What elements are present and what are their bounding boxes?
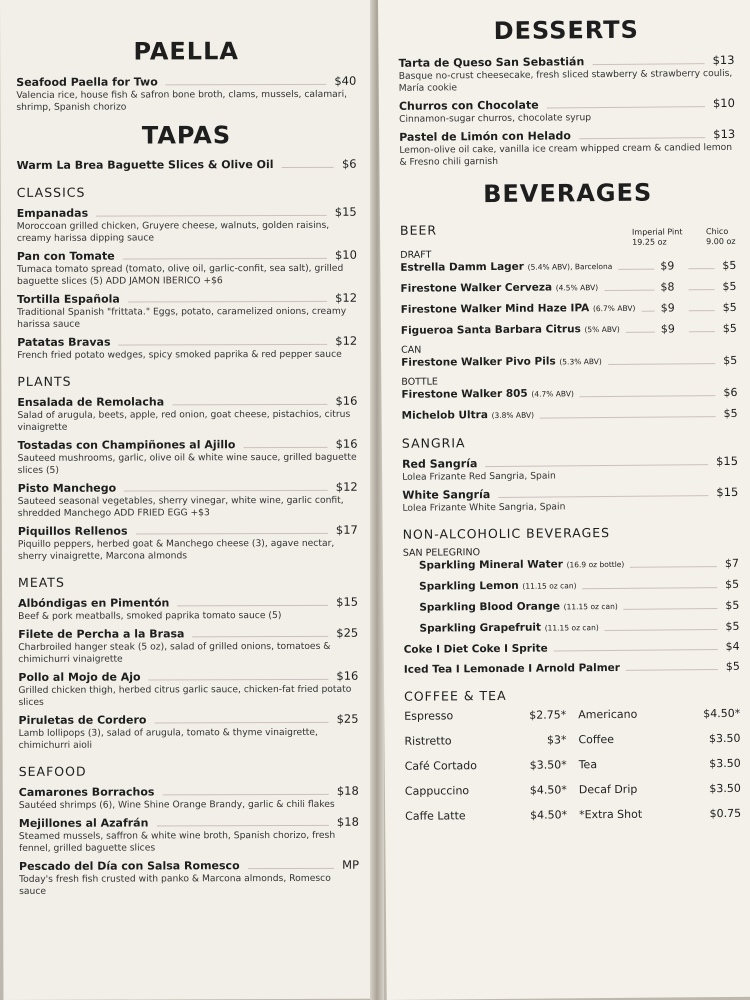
item-name: Pan con Tomate [16,249,115,263]
item-name: Churros con Chocolate [398,98,539,113]
item-description: French fried potato wedges, spicy smoked paprika & red pepper sauce [17,348,342,361]
menu-item [402,485,738,515]
meats-heading: MEATS [18,574,65,590]
coffee-price: $4.50* [529,783,567,797]
item-description: Salad of arugula, beets, apple, red onion, goat cheese, pistachios, citrus vinaigrette [17,408,351,433]
item-price: $10 [712,95,735,111]
coffee-name: Ristretto [404,734,452,748]
menu-item-row [19,858,359,874]
beer-abv: (4.7% ABV) [531,389,574,399]
leader-line [547,106,705,108]
menu-item-row [17,205,357,221]
item-description: Traditional Spanish "frittata." Eggs, potato, caramelized onions, creamy harissa sauce [17,305,347,330]
pint-price: $9 [660,301,675,315]
leader-line [485,464,708,467]
leader-line [689,289,715,290]
chico-price: $5 [723,353,738,368]
beverage-name-text: Sparkling Lemon [419,579,519,593]
beverage-name-text: Sparkling Mineral Water [418,558,563,572]
beer-abv: (3.8% ABV) [491,410,535,421]
beer-row [401,300,737,318]
chico-price: $5 [723,406,738,420]
menu-item-row [18,595,358,611]
menu-item [18,523,358,563]
coffee-item [578,707,740,721]
menu-item [16,74,356,114]
coffee-item [404,708,566,722]
desserts-heading: DESSERTS [493,15,640,45]
chico-price: $6 [723,385,738,400]
menu-item [399,96,735,126]
coffee-item [578,732,740,746]
menu-item-row [19,815,359,831]
leader-line [626,669,718,671]
item-name: Filete de Percha a la Brasa [18,627,185,641]
item-price: $6 [341,156,357,171]
beverage-name [419,578,576,594]
menu-item [18,437,358,477]
meats-list [18,595,359,752]
menu-item-row [18,712,358,728]
item-name: Tostadas con Champiñones al Ajillo [17,438,236,452]
beverage-row [419,556,739,574]
beverage-price: $5 [725,577,740,591]
classics-list [17,205,358,362]
sangria-heading: SANGRIA [401,435,466,451]
item-name: Pescado del Día con Salsa Romesco [19,859,240,873]
item-price: $16 [335,436,358,451]
item-description: Sauteed mushrooms, garlic, olive oil & white wine sauce, grilled baguette slices (5) [17,451,357,476]
menu-item [18,595,358,623]
beverage-size: (11.15 oz can) [544,623,599,633]
menu-item-row [18,626,358,642]
soft-drinks-list [404,640,740,677]
sangria-list [402,454,738,515]
leader-line [282,167,334,168]
item-price: $18 [336,783,359,798]
leader-line [580,395,716,397]
beer-row [402,406,738,424]
plants-heading: PLANTS [17,373,72,389]
beverage-size: (11.15 oz can) [522,581,577,591]
beverage-row [419,598,739,616]
beer-name [400,259,612,276]
bottle-beer-list [401,385,737,424]
item-description: Today's fresh fish crusted with panko & Marcona almonds, Romesco sauce [19,872,331,897]
item-name: Patatas Bravas [17,335,111,349]
leader-line [136,533,328,535]
leader-line [123,258,327,260]
coffee-price: $4.50* [703,706,741,721]
beverage-name [404,642,548,657]
leader-line [177,605,328,607]
beer-name-text: Firestone Walker Mind Haze IPA [400,302,590,316]
item-price: $12 [335,290,358,305]
menu-item-row [18,437,358,453]
beer-name-text: Firestone Walker Pivo Pils [401,355,556,369]
leader-line [540,416,716,419]
beer-name-text: Michelob Ultra [401,409,488,422]
beverage-name [419,620,598,637]
item-description: Sauteed seasonal vegetables, sherry vinegar, white wine, garlic confit, shredded Manchego ADD FRIED EGG +$3 [17,494,344,519]
item-name: Warm La Brea Baguette Slices & Olive Oil [16,158,274,172]
beverages-heading: BEVERAGES [483,178,653,209]
beverage-row [419,619,739,637]
item-description: Lemon-olive oil cake, vanilla ice cream whipped cream & candied lemon & Fresno chili garnish [399,141,733,168]
leader-line [689,310,715,311]
menu-item-row [18,669,358,685]
menu-item-row [19,784,359,800]
beer-name [401,322,620,339]
coffee-name: *Extra Shot [579,807,643,822]
item-price: $12 [335,333,358,348]
leader-line [154,722,328,724]
leader-line [641,311,654,312]
item-description: Valencia rice, house fish & safron bone broth, clams, mussels, calamari, shrimp, Spanish chorizo [16,88,348,113]
draft-label: DRAFT [400,249,432,261]
beer-name [400,280,598,297]
coffee-item [404,733,566,747]
chico-column-label: Chico 9.00 oz [705,226,736,247]
beverage-price: $5 [725,598,740,612]
chico-price: $5 [722,300,737,315]
pint-price: $9 [660,322,675,336]
menu-item [17,334,357,362]
beverage-price: $4 [725,639,740,653]
item-description: Moroccoan grilled chicken, Gruyere cheese, walnuts, golden raisins, creamy harissa dipping sauce [16,219,330,244]
leader-line [592,63,704,65]
coffee-tea-grid [404,707,741,823]
beer-abv: (4.5% ABV) [555,283,599,293]
chico-price: $5 [722,258,737,273]
item-description: Charbroiled hanger steak (5 oz), salad of grilled onions, tomatoes & chimichurri vinaigrette [18,640,331,665]
coffee-name: Cappuccino [404,784,470,798]
item-description: Sautéed shrimps (6), Wine Shine Orange Brandy, garlic & chili flakes [18,798,335,811]
leader-line [608,363,715,365]
leader-line [96,215,327,217]
beer-row [401,321,737,339]
desserts-list [398,53,735,169]
seafood-heading: SEAFOOD [18,763,87,779]
coffee-item [579,757,741,771]
beer-name-text: Estrella Damm Lager [400,260,525,274]
leader-line [626,332,655,333]
beverage-price: $5 [725,619,740,633]
item-name: Empanadas [16,206,89,220]
item-name: Mejillones al Azafrán [18,816,149,830]
leader-line [624,608,718,610]
coffee-price: $3.50 [708,731,741,746]
beverage-price: $5 [725,659,740,673]
item-price: $13 [712,52,735,68]
menu-item [19,815,359,855]
menu-item [17,291,357,331]
leader-line [498,495,708,498]
item-name: White Sangría [402,488,491,502]
beverage-row [404,640,740,657]
beer-name [402,408,535,424]
can-label: CAN [401,344,422,356]
leader-line [172,404,327,406]
leader-line [604,290,654,291]
beer-row [400,258,736,276]
leader-line [128,301,327,303]
beer-name [401,301,636,318]
classics-heading: CLASSICS [16,184,86,200]
beer-size-columns [400,227,736,250]
item-name: Ensalada de Remolacha [17,395,165,409]
can-beer-list [401,353,737,371]
leader-line [156,825,329,827]
item-description: Lamb lollipops (3), salad of arugula, tomato & thyme vinaigrette, chimichurri aioli [18,726,318,751]
beverage-name-text: Sparkling Blood Orange [419,600,561,614]
item-price: $15 [336,594,359,609]
coffee-name: Decaf Drip [578,782,638,797]
leader-line [689,331,715,332]
leader-line [583,587,718,589]
beverage-price: $7 [724,556,739,570]
coffee-item [579,782,741,796]
menu-item-row [17,291,357,307]
coffee-name: Espresso [404,709,454,723]
beverage-row [419,577,739,595]
beer-heading: BEER [399,222,438,238]
item-price: $15 [716,484,739,500]
item-description: Beef & pork meatballs, smoked paprika tomato sauce (5) [18,610,282,622]
item-description: Steamed mussels, saffron & white wine broth, Spanish chorizo, fresh fennel, grilled baguette slices [18,829,336,854]
beer-abv: (5.3% ABV) [559,357,602,367]
leader-line [688,268,714,269]
chico-price: $5 [722,321,737,336]
leader-line [554,649,718,651]
menu-item-row [17,248,357,264]
seafood-list [19,784,359,898]
item-description: Lolea Frizante Red Sangria, Spain [402,470,556,483]
menu-right-page [378,0,750,1000]
beer-abv: (5.4% ABV), Barcelona [527,261,613,272]
bottle-label: BOTTLE [401,376,438,388]
item-description: Piquillo peppers, herbed goat & Manchego cheese (3), agave nectar, sherry vinaigrette, Marcona almonds [17,537,335,562]
leader-line [248,868,335,869]
item-price: $17 [335,522,358,537]
beer-row [401,353,737,371]
beverage-name-text: Iced Tea I Lemonade I Arnold Palmer [403,661,620,676]
leader-line [605,629,718,631]
paella-heading: PAELLA [133,37,239,66]
coffee-item [405,808,567,822]
leader-line [162,794,328,796]
item-price: $13 [713,126,736,142]
item-price: $25 [336,625,359,640]
item-name: Camarones Borrachos [18,785,155,799]
item-description: Cinnamon-sugar churros, chocolate syrup [398,112,592,125]
menu-item [19,858,359,898]
beverage-name-text: Coke I Diet Coke I Sprite [403,642,548,656]
beer-name [401,386,574,403]
coffee-price: $0.75 [709,806,742,821]
beer-name-text: Firestone Walker 805 [401,387,528,401]
leader-line [192,636,328,637]
item-name: Tortilla Española [17,292,120,306]
item-name: Pastel de Limón con Helado [399,129,571,144]
leader-line [124,490,328,492]
pellegrino-list [403,556,740,637]
item-price: $16 [335,393,358,408]
plants-list [17,394,358,563]
menu-item-row [18,523,358,539]
menu-item [17,157,357,173]
menu-item [19,784,359,812]
item-description: Tumaca tomato spread (tomato, olive oil, garlic-confit, sea salt), grilled baguette slices (5) ADD JAMON IBERICO +$6 [16,262,344,287]
item-name: Piruletas de Cordero [18,713,147,727]
beverage-name [404,661,620,677]
coffee-name: Tea [578,758,598,772]
menu-item-row [16,74,356,90]
tapas-heading: TAPAS [141,121,232,150]
coffee-tea-heading: COFFEE & TEA [404,687,507,704]
item-price: $18 [336,814,359,829]
item-name: Red Sangría [401,457,478,471]
leader-line [119,344,328,346]
item-price: $10 [334,247,357,262]
coffee-name: Americano [578,707,638,722]
menu-item-row [17,334,357,350]
chico-price: $5 [722,279,737,294]
tapas-list [17,157,357,173]
menu-item-row [17,157,357,173]
coffee-name: Caffe Latte [405,809,466,823]
pint-price: $8 [660,280,675,294]
leader-line [166,84,327,86]
beer-abv: (6.7% ABV) [592,303,636,314]
item-name: Piquillos Rellenos [17,524,128,538]
menu-item [17,248,357,288]
menu-item [18,712,358,752]
menu-item [398,53,734,95]
coffee-price: $3* [546,733,567,747]
pint-column-label: Imperial Pint 19.25 oz [631,227,683,247]
beverage-size: (11.15 oz can) [563,601,618,612]
item-description: Lolea Frizante White Sangria, Spain [402,501,566,514]
beverage-name [419,599,618,616]
beer-abv: (5% ABV) [584,324,620,335]
draft-beer-list [400,258,737,339]
menu-item [18,626,358,666]
menu-item [18,480,358,520]
menu-item [399,127,735,169]
beverage-row [404,660,740,677]
coffee-name: Coffee [578,732,615,747]
pint-price: $9 [660,259,675,273]
paella-list [16,74,356,114]
item-name: Seafood Paella for Two [16,75,158,89]
coffee-price: $2.75* [529,708,567,722]
leader-line [243,447,327,448]
menu-item [17,205,357,245]
beer-row [400,279,736,297]
coffee-price: $3.50 [709,756,741,771]
beverage-size: (16.9 oz bottle) [566,559,625,570]
item-description: Grilled chicken thigh, herbed citrus garlic sauce, chicken-fat fried potato slices [18,683,352,708]
beer-name-text: Firestone Walker Cerveza [400,281,553,295]
coffee-price: $4.50* [530,808,568,822]
san-pellegrino-label: SAN PELEGRINO [402,547,481,559]
item-price: $15 [716,453,739,469]
item-price: MP [342,857,360,872]
coffee-price: $3.50* [529,758,567,772]
menu-item-row [18,480,358,496]
coffee-name: Café Cortado [404,759,478,773]
item-name: Albóndigas en Pimentón [18,596,170,610]
leader-line [618,269,654,270]
beverage-name-text: Sparkling Grapefruit [419,621,542,635]
item-price: $12 [335,479,358,494]
beer-name-text: Figueroa Santa Barbara Citrus [400,323,581,337]
item-price: $15 [334,204,357,219]
item-description: Basque no-crust cheesecake, fresh sliced stawberry & strawberry coulis, María cookie [398,67,733,94]
item-name: Pollo al Mojo de Ajo [18,670,141,684]
non-alcoholic-heading: NON-ALCOHOLIC BEVERAGES [402,524,611,542]
item-price: $40 [334,73,357,88]
coffee-item [405,783,567,797]
leader-line [630,566,717,568]
menu-item [17,394,357,434]
leader-line [149,679,329,681]
item-name: Tarta de Queso San Sebastián [398,55,585,70]
item-name: Pisto Manchego [17,481,117,495]
coffee-item [405,758,567,772]
beverage-name [419,557,625,574]
coffee-item [579,807,741,821]
beer-name [401,354,602,371]
menu-item [402,454,738,484]
item-price: $25 [336,711,359,726]
coffee-price: $3.50 [709,781,741,796]
menu-item [18,669,358,709]
item-price: $16 [336,668,359,683]
beer-row [401,385,737,403]
leader-line [579,137,705,139]
menu-item-row [17,394,357,410]
